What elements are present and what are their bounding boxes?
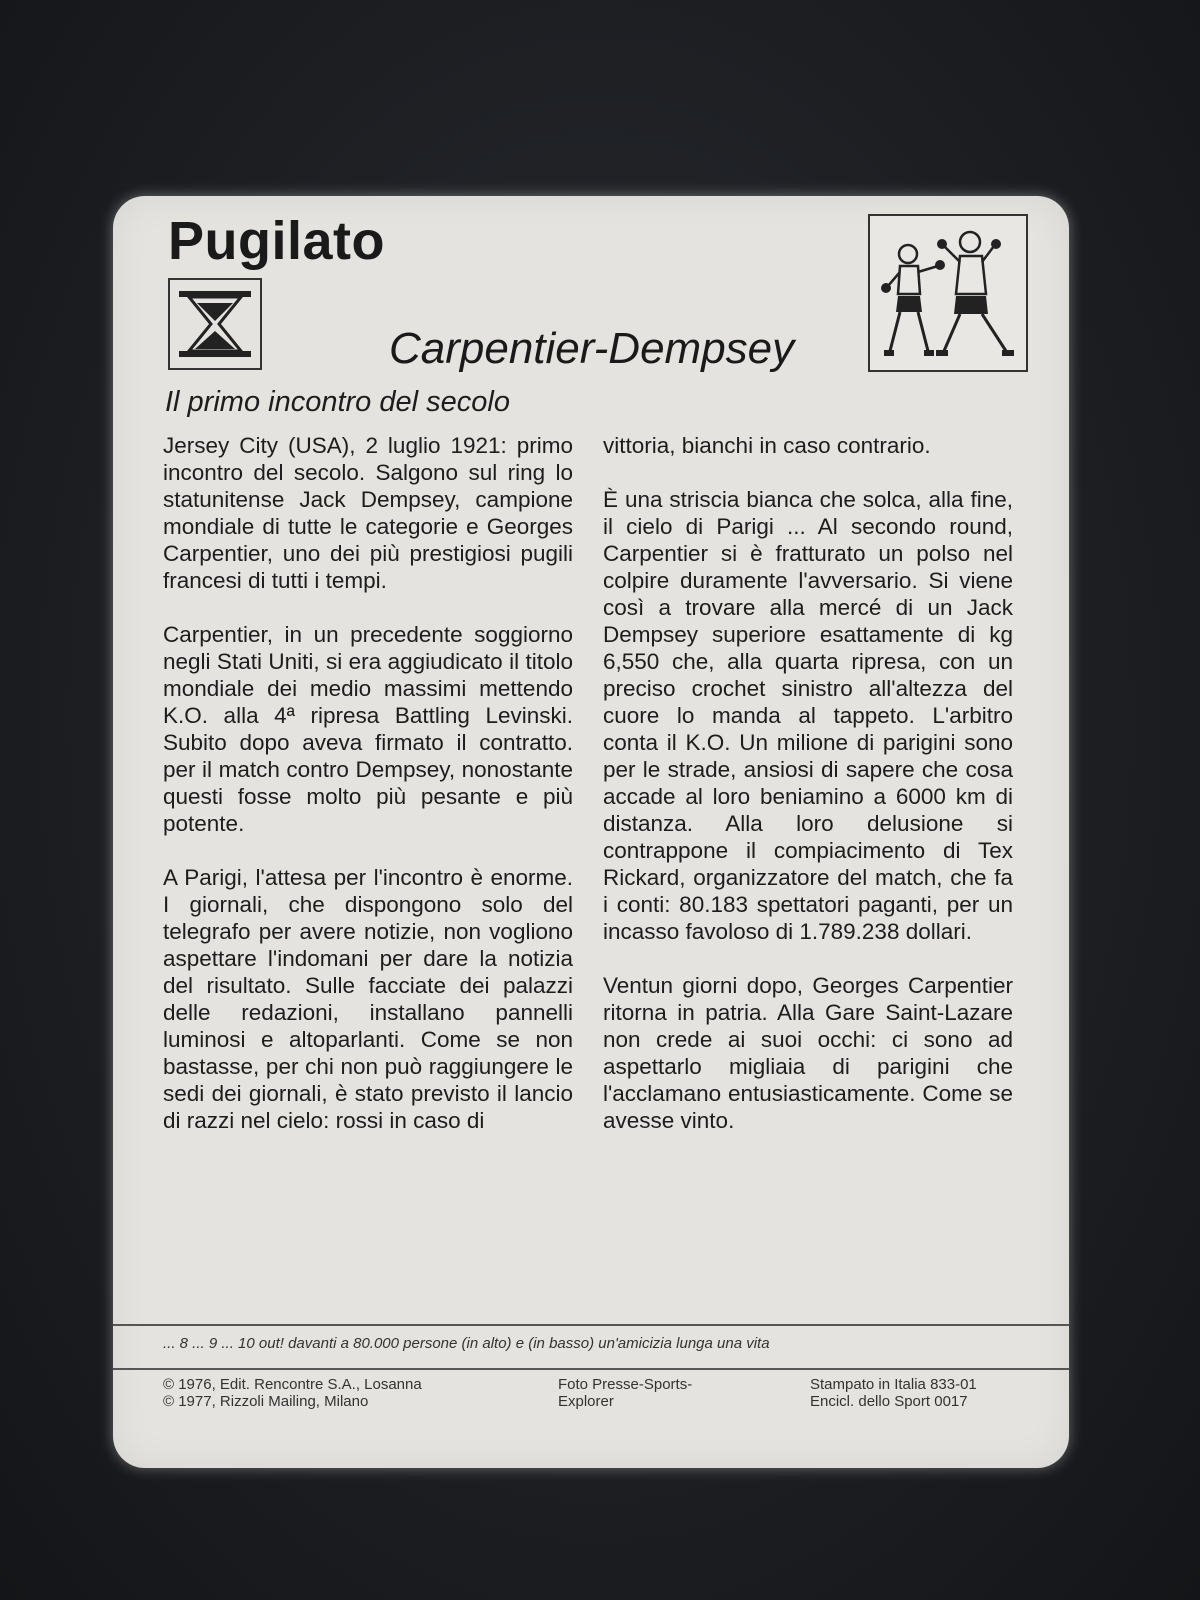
photo-caption: ... 8 ... 9 ... 10 out! davanti a 80.000 persone (in alto) e (in basso) un'amicizia lunga una vita (163, 1335, 770, 1352)
divider (113, 1368, 1069, 1370)
paragraph: vittoria, bianchi in caso contrario. (603, 433, 931, 458)
photo-credit-line: Foto Presse-Sports- (558, 1376, 693, 1393)
copyright-line: © 1976, Edit. Rencontre S.A., Losanna (163, 1376, 422, 1393)
copyright-notice (163, 1376, 422, 1410)
photo-credit (558, 1376, 692, 1410)
print-info-line: Stampato in Italia 833-01 (810, 1376, 977, 1393)
category-title: Pugilato (168, 211, 385, 271)
left-column (163, 432, 573, 1161)
paragraph: Carpentier, in un precedente soggiorno negli Stati Uniti, si era aggiudicato il titolo mondiale dei medio massimi mettendo K.O. alla 4ª ripresa Battling Levinski. Subito dopo aveva firmato il contratto. per il match contro Dempsey, nonostante questi fosse molto più pesante e più potente. (163, 622, 573, 836)
sports-card (113, 196, 1069, 1468)
print-info (810, 1376, 977, 1410)
boxers-illustration (868, 214, 1028, 372)
paragraph: Jersey City (USA), 2 luglio 1921: primo incontro del secolo. Salgono sul ring lo statunitense Jack Dempsey, campione mondiale di tutte le categorie e Georges Carpentier, uno dei più prestigiosi pugili francesi di tutti i tempi. (163, 433, 573, 593)
card-heading: Carpentier-Dempsey (389, 324, 795, 373)
paragraph: A Parigi, l'attesa per l'incontro è enorme. I giornali, che dispongono solo del telegrafo per avere notizie, non vogliono aspettare l'indomani per dare la notizia del risultato. Sulle facciate dei palazzi delle redazioni, installano pannelli luminosi e altoparlanti. Come se non bastasse, per chi non può raggiungere le sedi dei giornali, è stato previsto il lancio di razzi nel cielo: rossi in caso di (163, 865, 573, 1133)
copyright-line: © 1977, Rizzoli Mailing, Milano (163, 1393, 369, 1410)
card-subtitle: Il primo incontro del secolo (165, 386, 510, 418)
paragraph: Ventun giorni dopo, Georges Carpentier ritorna in patria. Alla Gare Saint-Lazare non crede ai suoi occhi: ci sono ad aspettarlo migliaia di parigini che l'acclamano entusiasticamente. Come se avesse vinto. (603, 973, 1013, 1133)
hourglass-icon (168, 278, 262, 370)
photo-credit-line: Explorer (558, 1393, 614, 1410)
right-column (603, 432, 1013, 1161)
paragraph: È una striscia bianca che solca, alla fine, il cielo di Parigi ... Al secondo round, Carpentier si è fratturato un polso nel colpire duramente l'avversario. Si viene così a trovare alla mercé di un Jack Dempsey superiore esattamente di kg 6,550 che, alla quarta ripresa, con un preciso crochet sinistro all'altezza del cuore lo manda al tappeto. L'arbitro conta il K.O. Un milione di parigini sono per le strade, ansiosi di sapere che cosa accade al loro beniamino a 6000 km di distanza. Alla loro delusione si contrappone il compiacimento di Tex Rickard, organizzatore del match, che fa i conti: 80.183 spettatori paganti, per un incasso favoloso di 1.789.238 dollari. (603, 487, 1013, 944)
print-info-line: Encicl. dello Sport 0017 (810, 1393, 968, 1410)
divider (113, 1324, 1069, 1326)
